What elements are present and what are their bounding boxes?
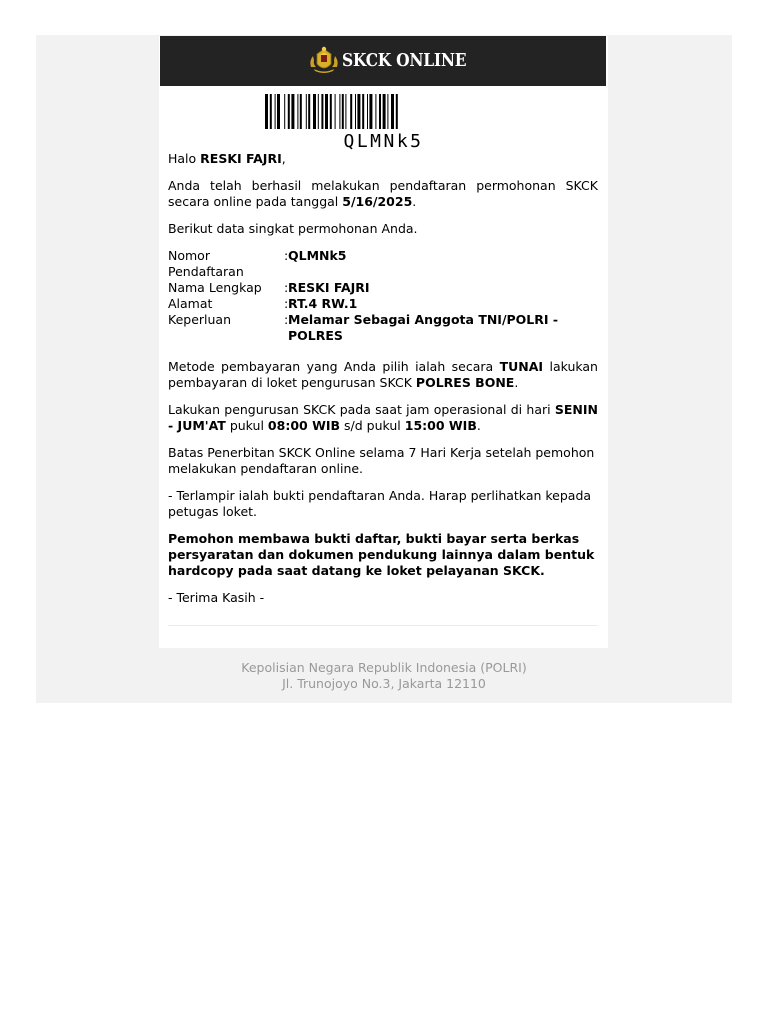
info-label: Alamat bbox=[168, 296, 213, 311]
info-row-full-name: Nama Lengkap : RESKI FAJRI bbox=[168, 280, 598, 296]
notice-paragraph: Pemohon membawa bukti daftar, bukti bayar serta berkas persyaratan dan dokumen pendukung lainnya dalam bentuk hardcopy pada saat datang ke loket pelayanan SKCK. bbox=[168, 531, 595, 578]
email-background bbox=[36, 35, 732, 703]
email-header bbox=[160, 36, 606, 86]
email-card bbox=[159, 36, 608, 648]
deadline-paragraph: Batas Penerbitan SKCK Online selama 7 Hari Kerja setelah pemohon melakukan pendaftaran online. bbox=[168, 445, 595, 476]
divider bbox=[168, 625, 598, 626]
application-summary bbox=[168, 248, 598, 344]
info-row-purpose: Keperluan : Melamar Sebagai Anggota TNI/POLRI - POLRES bbox=[168, 312, 598, 344]
header-title: SKCK ONLINE bbox=[342, 49, 467, 71]
payment-method: TUNAI bbox=[499, 359, 544, 374]
schedule-paragraph: Lakukan pengurusan SKCK pada saat jam operasional di hari SENIN - JUM'AT pukul 08:00 WIB s/d pukul 15:00 WIB. bbox=[168, 402, 598, 433]
attachment-paragraph: - Terlampir ialah bukti pendaftaran Anda. Harap perlihatkan kepada petugas loket. bbox=[168, 488, 592, 519]
info-label: Keperluan bbox=[168, 312, 232, 327]
info-value: RT.4 RW.1 bbox=[288, 296, 358, 311]
info-value: Melamar Sebagai Anggota TNI/POLRI - POLRES bbox=[288, 312, 559, 343]
email-body bbox=[168, 151, 598, 617]
header-logo bbox=[308, 45, 486, 75]
footer bbox=[36, 660, 732, 692]
payment-office: POLRES BONE bbox=[415, 375, 515, 390]
polri-emblem-icon bbox=[308, 45, 340, 75]
intro-paragraph: Anda telah berhasil melakukan pendaftaran permohonan SKCK secara online pada tanggal 5/16/2025. bbox=[168, 178, 598, 209]
payment-paragraph: Metode pembayaran yang Anda pilih ialah secara TUNAI lakukan pembayaran di loket pengurusan SKCK POLRES BONE. bbox=[168, 359, 598, 390]
info-row-address: Alamat : RT.4 RW.1 bbox=[168, 296, 598, 312]
summary-intro: Berikut data singkat permohonan Anda. bbox=[168, 221, 418, 236]
footer-organization: Kepolisian Negara Republik Indonesia (POLRI) bbox=[241, 660, 527, 675]
registration-barcode bbox=[265, 94, 502, 129]
info-value: QLMNk5 bbox=[288, 248, 347, 263]
info-label: Nama Lengkap bbox=[168, 280, 262, 295]
applicant-name: RESKI FAJRI bbox=[200, 151, 282, 166]
footer-address: Jl. Trunojoyo No.3, Jakarta 12110 bbox=[282, 676, 486, 691]
greeting: Halo RESKI FAJRI, bbox=[168, 151, 286, 166]
end-time: 15:00 WIB bbox=[404, 418, 477, 433]
registration-date: 5/16/2025 bbox=[342, 194, 413, 209]
info-label: Nomor Pendaftaran bbox=[168, 248, 244, 279]
info-row-registration-number: Nomor Pendaftaran : QLMNk5 bbox=[168, 248, 598, 280]
info-value: RESKI FAJRI bbox=[288, 280, 370, 295]
closing-text: - Terima Kasih - bbox=[168, 590, 265, 605]
operating-days: SENIN - JUM'AT bbox=[168, 402, 598, 433]
registration-code: QLMNk5 bbox=[343, 131, 424, 152]
start-time: 08:00 WIB bbox=[267, 418, 341, 433]
